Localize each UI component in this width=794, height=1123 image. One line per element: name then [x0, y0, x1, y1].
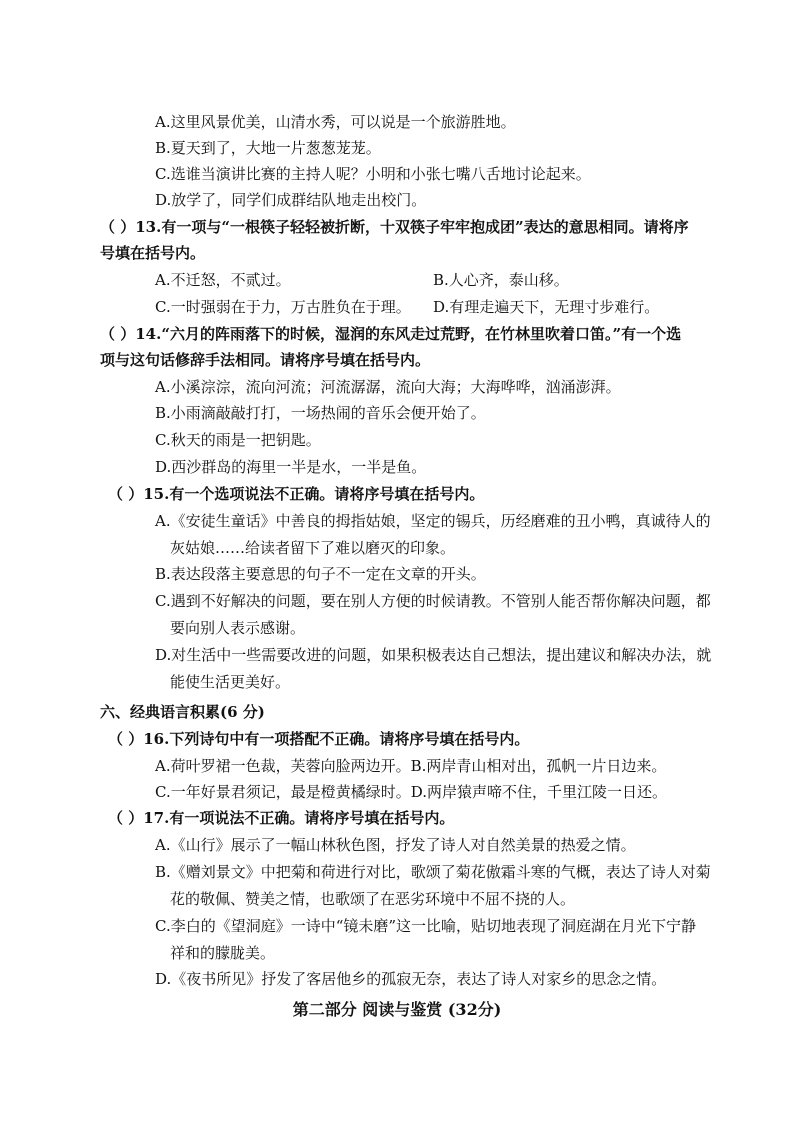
- q12-option-d: D.放学了，同学们成群结队地走出校门。: [155, 191, 427, 209]
- q14-answer-paren[interactable]: （ ）: [100, 325, 136, 343]
- q13-option-a: A.不迁怒，不贰过。: [155, 271, 291, 289]
- q14-stem-line2: 项与这句话修辞手法相同。请将序号填在括号内。: [100, 351, 431, 369]
- q14-stem-text: 14.“六月的阵雨落下的时候，湿润的东风走过荒野，在竹林里吹着口笛。”有一个选: [135, 325, 682, 343]
- q17-option-c-line2: 祥和的朦胧美。: [170, 944, 276, 962]
- q15-option-d-line2: 能使生活更美好。: [170, 673, 291, 691]
- q12-option-c: C.选谁当演讲比赛的主持人呢？小明和小张七嘴八舌地讨论起来。: [155, 165, 591, 183]
- q15-stem-text: 15.有一个选项说法不正确。请将序号填在括号内。: [143, 485, 485, 503]
- section-6-heading: 六、经典语言积累(6 分): [100, 703, 265, 721]
- q13-stem-text: 13.有一项与“一根筷子轻轻被折断，十双筷子牢牢抱成团”表达的意思相同。请将序: [135, 218, 689, 236]
- q15-option-a-line2: 灰姑娘……给读者留下了难以磨灭的印象。: [170, 539, 456, 557]
- q15-option-a-line1: A.《安徒生童话》中善良的拇指姑娘，坚定的锡兵，历经磨难的丑小鸭，真诚待人的: [155, 512, 711, 530]
- q16-options-ab: A.荷叶罗裙一色裁，芙蓉向脸两边开。B.两岸青山相对出，孤帆一片日边来。: [155, 757, 667, 775]
- q13-stem-line1: [100, 216, 689, 238]
- q14-stem-line1: [100, 323, 681, 345]
- q17-option-b-line1: B.《赠刘景文》中把菊和荷进行对比，歌颂了菊花傲霜斗寒的气概，表达了诗人对菊: [155, 863, 711, 881]
- q14-option-b: B.小雨滴敲敲打打，一场热闹的音乐会便开始了。: [155, 404, 486, 422]
- q13-answer-paren[interactable]: （ ）: [100, 218, 136, 236]
- q15-option-c-line1: C.遇到不好解决的问题，要在别人方便的时候请教。不管别人能否帮你解决问题，都: [155, 592, 711, 610]
- q15-option-d-line1: D.对生活中一些需要改进的问题，如果积极表达自己想法，提出建议和解决办法，就: [155, 646, 712, 664]
- q13-option-c: C.一时强弱在于力，万古胜负在于理。: [155, 298, 411, 316]
- q12-option-a: A.这里风景优美，山清水秀，可以说是一个旅游胜地。: [155, 113, 516, 131]
- q15-option-b: B.表达段落主要意思的句子不一定在文章的开头。: [155, 565, 486, 583]
- q14-option-d: D.西沙群岛的海里一半是水，一半是鱼。: [155, 458, 427, 476]
- q17-stem-text: 17.有一项说法不正确。请将序号填在括号内。: [143, 809, 455, 827]
- q15-answer-paren[interactable]: （ ）: [108, 485, 144, 503]
- q13-stem-line2: 号填在括号内。: [100, 244, 206, 262]
- q15-stem-line: [108, 483, 484, 505]
- q17-answer-paren[interactable]: （ ）: [108, 809, 144, 827]
- q17-option-d: D.《夜书所见》抒发了客居他乡的孤寂无奈，表达了诗人对家乡的思念之情。: [155, 970, 667, 988]
- q17-option-a: A.《山行》展示了一幅山林秋色图，抒发了诗人对自然美景的热爱之情。: [155, 836, 636, 854]
- q12-option-b: B.夏天到了，大地一片葱葱茏茏。: [155, 139, 381, 157]
- q17-stem-line: [108, 807, 454, 829]
- q16-answer-paren[interactable]: （ ）: [108, 730, 144, 748]
- q13-option-b: B.人心齐，泰山移。: [433, 271, 569, 289]
- part-2-title: 第二部分 阅读与鉴赏 (32分): [292, 1000, 502, 1019]
- q14-option-a: A.小溪淙淙，流向河流；河流潺潺，流向大海；大海哗哗，汹涌澎湃。: [155, 378, 621, 396]
- q13-option-d: D.有理走遍天下，无理寸步难行。: [433, 298, 660, 316]
- q14-option-c: C.秋天的雨是一把钥匙。: [155, 431, 321, 449]
- q17-option-b-line2: 花的敬佩、赞美之情，也歌颂了在恶劣环境中不屈不挠的人。: [170, 890, 576, 908]
- q16-stem-line: [108, 728, 529, 750]
- q15-option-c-line2: 要向别人表示感谢。: [170, 619, 306, 637]
- q16-stem-text: 16.下列诗句中有一项搭配不正确。请将序号填在括号内。: [143, 730, 530, 748]
- q16-options-cd: C.一年好景君须记，最是橙黄橘绿时。D.两岸猿声啼不住，千里江陵一日还。: [155, 783, 667, 801]
- q17-option-c-line1: C.李白的《望洞庭》一诗中“镜未磨”这一比喻，贴切地表现了洞庭湖在月光下宁静: [155, 917, 697, 935]
